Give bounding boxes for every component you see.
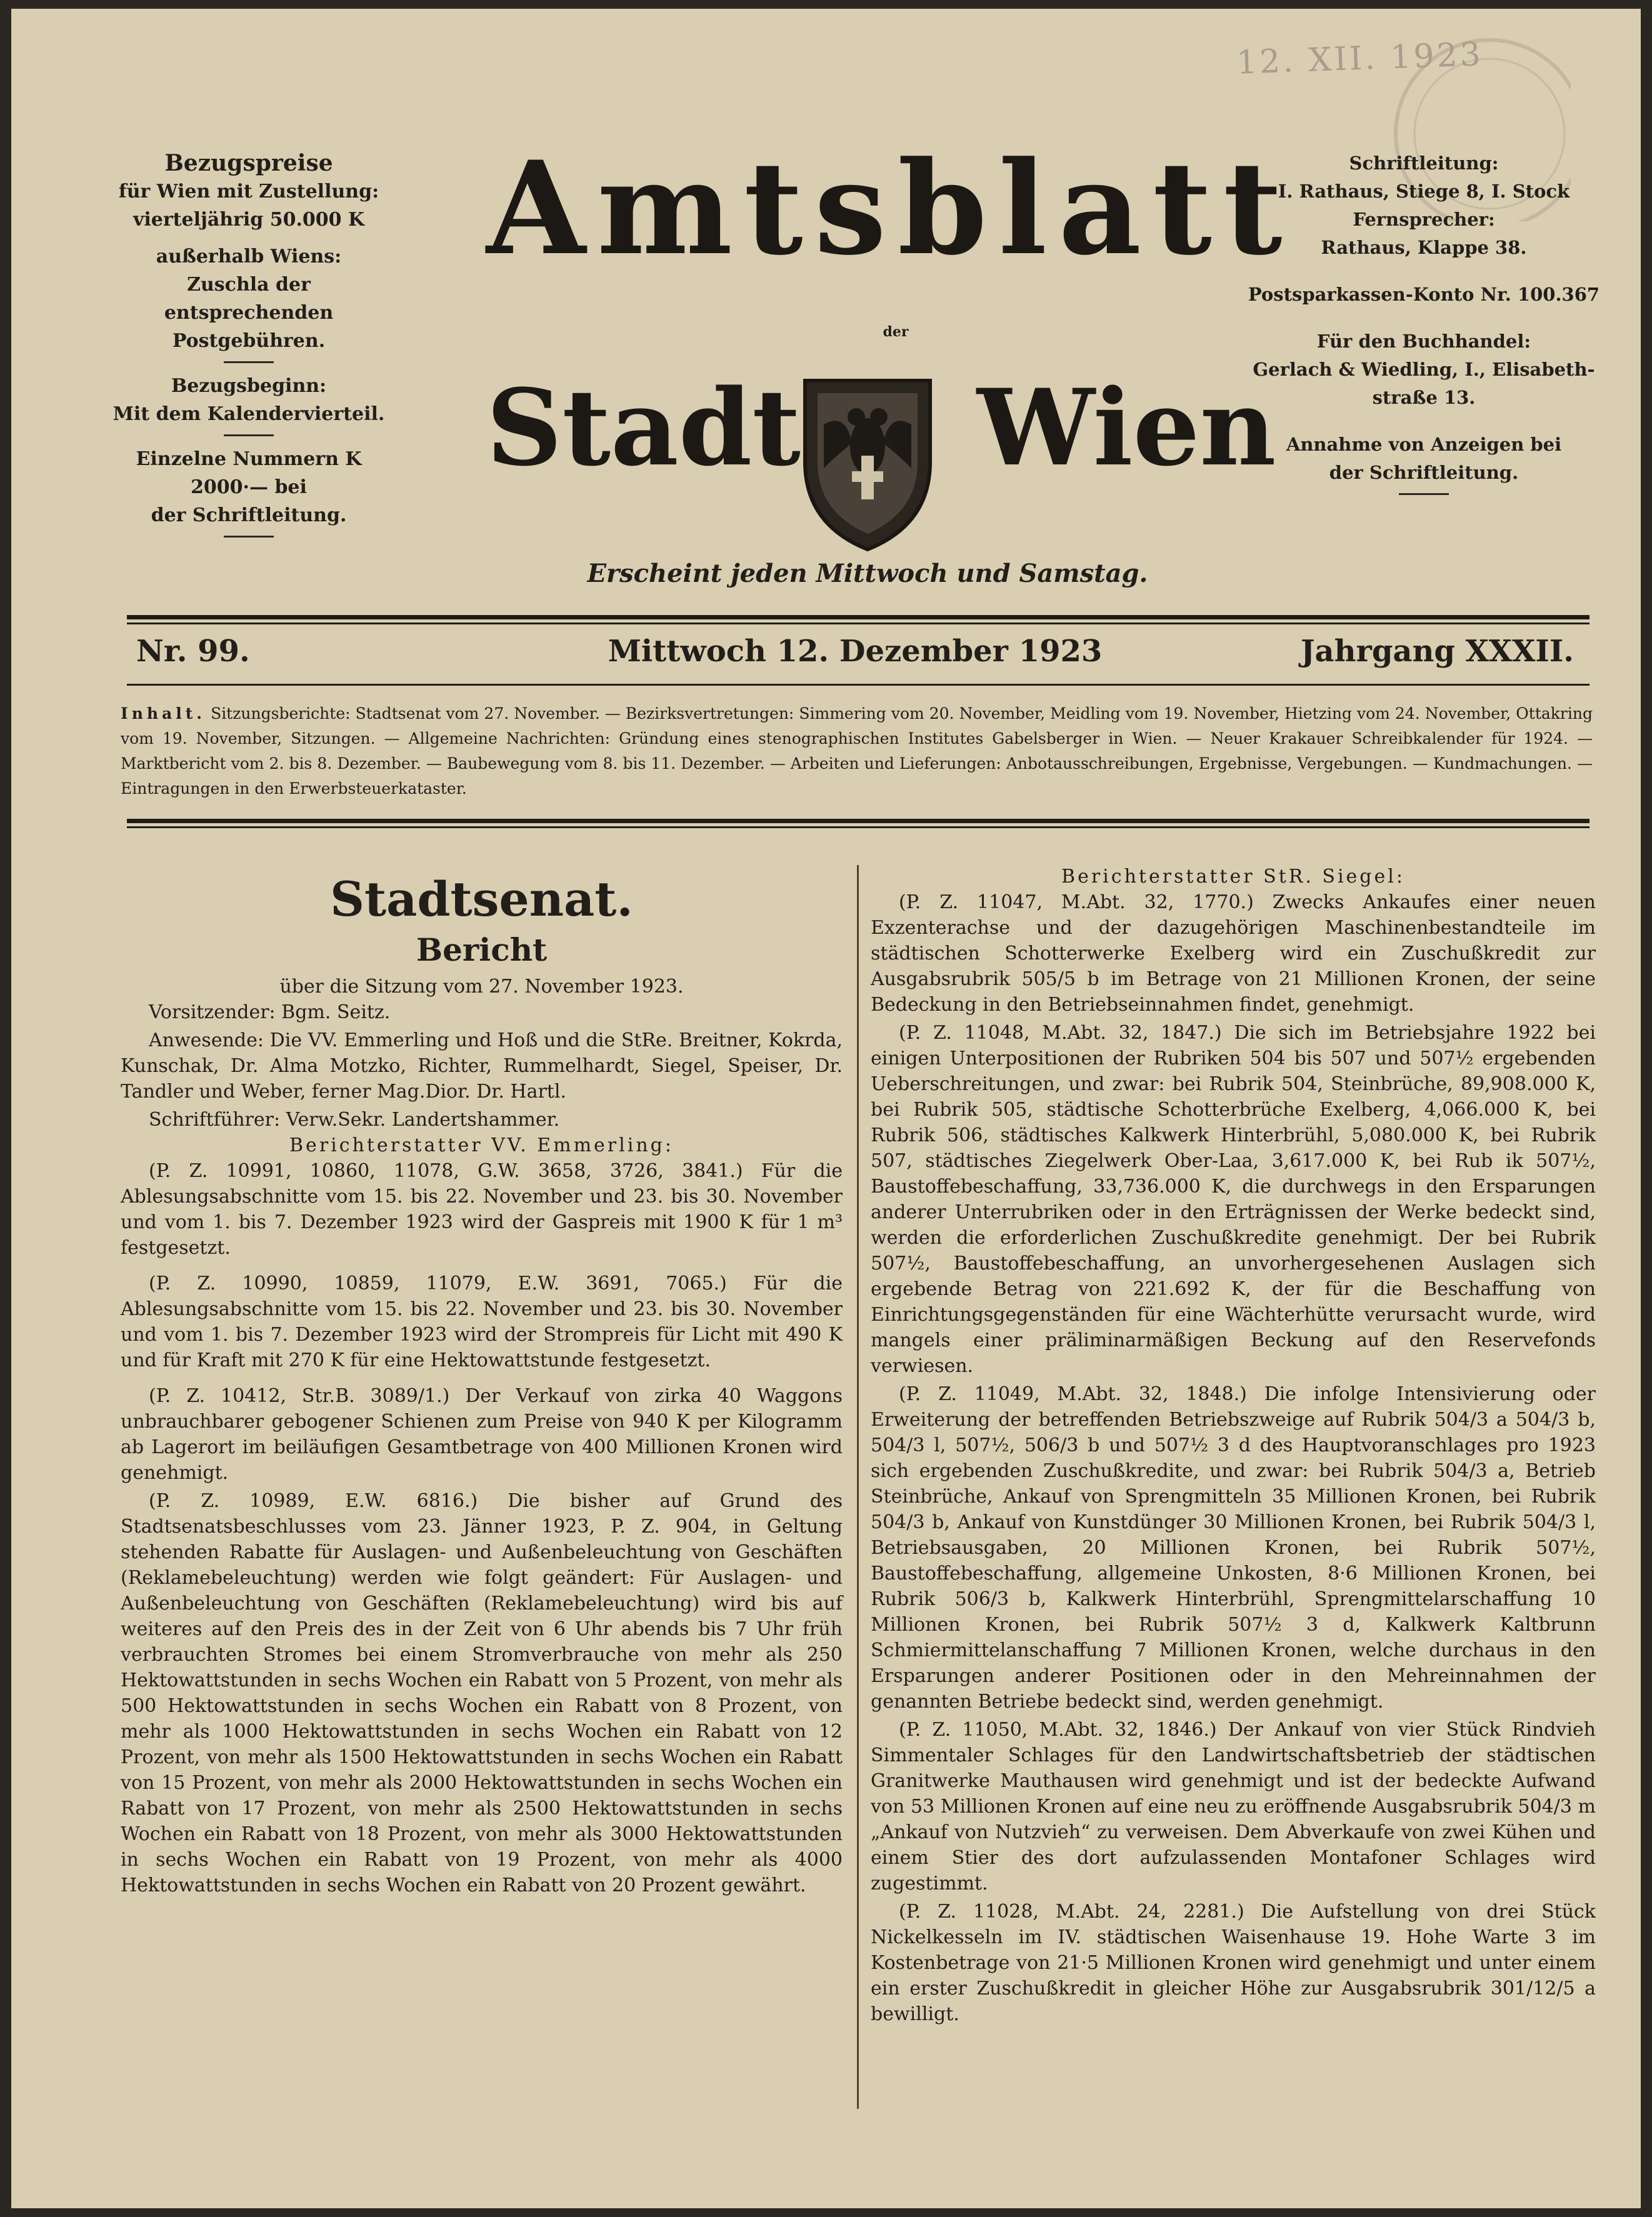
contents-rule (127, 826, 1589, 828)
header-rule (127, 623, 1589, 624)
publication-frequency: Erscheint jeden Mittwoch und Samstag. (587, 559, 1148, 588)
header-rule (127, 615, 1589, 619)
header-rule (127, 684, 1589, 686)
start-line: Bezugsbeginn: (171, 375, 327, 397)
subscription-info (111, 149, 386, 546)
phone-heading: Fernsprecher: (1353, 209, 1495, 230)
resolution-paragraph: (P. Z. 10412, Str.B. 3089/1.) Der Verkauf von zirka 40 Waggons unbrauchbarer gebogener Schienen zum Preise von 940 K per Kilogramm ab Lagerort im beiläufigen Gesamtbetrage von 400 Millionen Kronen wird genehmigt. (121, 1385, 843, 1484)
resolution-paragraph: (P. Z. 10989, E.W. 6816.) Die bisher auf Grund des Stadtsenatsbeschlusses vom 23. Jänner 1923, P. Z. 904, in Geltung stehenden Rabatte für Auslagen- und Außenbeleuchtung von Geschäften (Reklamebeleuchtung) werden wie folgt geändert: Für Auslagen- und Außenbeleuchtung von Geschäften (Reklamebeleuchtung) wird bis auf weiteres auf den Preis des in der Zeit von 6 Uhr abends bis 7 Uhr früh verbrauchten Stromes bei einem Stromverbrauche von mehr als 250 Hektowattstunden in sechs Wochen ein Rabatt von 5 Prozent, von mehr als 500 Hektowattstunden in sechs Wochen ein Rabatt von 8 Prozent, von mehr als 1000 Hektowattstunden in sechs Wochen ein Rabatt von 12 Prozent, von mehr als 1500 Hektowattstunden in sechs Wochen ein Rabatt von 15 Prozent, von mehr als 2000 Hektowattstunden in sechs Wochen ein Rabatt von 17 Prozent, von mehr als 2500 Hektowattstunden in sechs Wochen ein Rabatt von 18 Prozent, von mehr als 3000 Hektowattstunden in sechs Wochen ein Rabatt von 19 Prozent, von mehr als 4000 Hektowattstunden in sechs Wochen ein Rabatt von 20 Prozent gewährt. (121, 1490, 843, 1896)
outside-line: außerhalb Wiens: (156, 246, 342, 268)
resolution-paragraph: (P. Z. 11049, M.Abt. 32, 1848.) Die infolge Intensivierung oder Erweiterung der betreffenden Betriebszweige auf Rubrik 504/3 a 504/3 b, 504/3 l, 507½, 506/3 b und 507½ 3 d des Hauptvoranschlages pro 1923 sich ergebenden Zuschußkredite, und zwar: bei Rubrik 504/3 a, Betrieb Steinbrüche, Ankauf von Sprengmitteln 35 Millionen Kronen, bei Rubrik 504/3 b, Ankauf von Kunstdünger 30 Millionen Kronen, bei Rubrik 504/3 l, Betriebsausgaben, 20 Millionen Kronen, bei Rubrik 507½, Baustoffebeschaffung, allgemeine Unkosten, 8·6 Millionen Kronen, bei Rubrik 506/3 b, Kalkwerk Hinterbrühl, Sprengmittelarschaffung 10 Millionen Kronen, bei Rubrik 507½ 3 d, Kalkwerk Kaltbrunn Schmiermittelanschaffung 7 Millionen Kronen, welche durchaus in den Ersparungen anderer Positionen oder in den Mehreinnahmen der genannten Betriebe bedeckt sind, werden genehmigt. (871, 1383, 1596, 1713)
issue-date: Mittwoch 12. Dezember 1923 (608, 634, 1103, 669)
masthead-der: der (883, 324, 909, 340)
prices-line: vierteljährig 50.000 K (133, 209, 365, 231)
resolution-paragraph: (P. Z. 11047, M.Abt. 32, 1770.) Zwecks Ankaufes einer neuen Exzenterachse und der dazugehörigen Maschinenbestandteile im städtischen Schotterwerke Exelberg wird ein Zuschußkredit zur Ausgabsrubrik 505/5 b im Betrage von 21 Millionen Kronen, der seine Bedeckung in den Betriebseinnahmen findet, genehmigt. (871, 891, 1596, 1016)
table-of-contents (121, 701, 1593, 801)
contents-rule (127, 819, 1589, 823)
present-paragraph: Anwesende: Die VV. Emmerling und Hoß und die StRe. Breitner, Kokrda, Kunschak, Dr. Alma Motzko, Richter, Rummelhardt, Siegel, Speiser, Dr. Tandler und Weber, ferner Mag.Dior. Dr. Hartl. (121, 1029, 843, 1103)
prices-line: für Wien mit Zustellung: (118, 181, 379, 203)
phone-line: Rathaus, Klappe 38. (1321, 237, 1527, 258)
newspaper-page (11, 9, 1641, 2208)
outside-line: Postgebühren. (172, 330, 326, 352)
start-line: Mit dem Kalendervierteil. (113, 403, 385, 425)
divider (224, 536, 274, 538)
resolution-paragraph: (P. Z. 11028, M.Abt. 24, 2281.) Die Aufstellung von drei Stück Nickelkesseln im IV. städtischen Waisenhause 19. Hohe Warte 3 im Kostenbetrage von 21·5 Millionen Kronen wird genehmigt und unter einem ein erster Zuschußkredit in gleicher Höhe zur Ausgabsrubrik 301/12/5 a bewilligt. (871, 1901, 1596, 2025)
vienna-coat-of-arms-icon (786, 368, 949, 556)
single-copy-line: Einzelne Nummern K 2000·— bei (136, 448, 362, 498)
issue-number: Nr. 99. (136, 634, 250, 669)
book-line: Gerlach & Wiedling, I., Elisabeth- (1253, 359, 1595, 380)
editor-heading: Schriftleitung: (1349, 153, 1499, 174)
postal-account: Postsparkassen-Konto Nr. 100.367 (1248, 284, 1600, 305)
resolution-paragraph: (P. Z. 10990, 10859, 11079, E.W. 3691, 7065.) Für die Ablesungsabschnitte vom 15. bis 22. November und 23. bis 30. November und vom 1. bis 7. Dezember 1923 wird der Strompreis für Licht mit 490 K und für Kraft mit 270 K für eine Hektowattstunde festgesetzt. (121, 1273, 843, 1371)
reporter-heading: Berichterstatter StR. Siegel: (1061, 866, 1405, 888)
divider (1399, 493, 1449, 495)
contents-text: Sitzungsberichte: Stadtsenat vom 27. November. — Bezirksvertretungen: Simmering vom 20. November, Meidling vom 19. November, Hietzing vom 24. November, Ottakring vom 19. November, Sitzungen. — Allgemeine Nachrichten: Gründung eines stenographischen Institutes Gabelsberger in Wien. — Neuer Krakauer Schreibkalender für 1924. — Marktbericht vom 2. bis 8. Dezember. — Baubewegung vom 8. bis 11. Dezember. — Arbeiten und Lieferungen: Anbotausschreibungen, Ergebnisse, Vergebungen. — Kundmachungen. — Eintragungen in den Erwerbsteuerkataster. (121, 704, 1593, 798)
divider (224, 434, 274, 436)
article-heading: Stadtsenat. (330, 871, 633, 927)
book-line: straße 13. (1372, 387, 1476, 408)
article-subheading: Bericht (416, 931, 548, 968)
chair-line: Vorsitzender: Bgm. Seitz. (149, 1001, 391, 1023)
issue-volume: Jahrgang XXXII. (1300, 634, 1574, 669)
editor-address: I. Rathaus, Stiege 8, I. Stock (1278, 181, 1570, 202)
masthead-stadt: Stadt (486, 366, 801, 489)
outside-line: Zuschla der entsprechenden (164, 274, 334, 324)
ads-line: Annahme von Anzeigen bei (1286, 434, 1562, 455)
resolution-paragraph: (P. Z. 10991, 10860, 11078, G.W. 3658, 3726, 3841.) Für die Ablesungsabschnitte vom 15. bis 22. November und 23. bis 30. November und vom 1. bis 7. Dezember 1923 wird der Gaspreis mit 1900 K für 1 m³ festgesetzt. (121, 1160, 843, 1259)
session-line: über die Sitzung vom 27. November 1923. (279, 976, 684, 998)
masthead-wien: Wien (977, 366, 1276, 489)
prices-heading: Bezugspreise (164, 150, 333, 176)
masthead-title: Amtsblatt (486, 134, 1294, 284)
column-divider (857, 865, 859, 2109)
editorial-info (1236, 149, 1611, 504)
book-heading: Für den Buchhandel: (1316, 331, 1531, 352)
reporter-heading: Berichterstatter VV. Emmerling: (289, 1134, 674, 1156)
article-right-column (871, 864, 1596, 2027)
secretary-line: Schriftführer: Verw.Sekr. Landertshammer. (149, 1109, 560, 1131)
single-copy-line: der Schriftleitung. (151, 504, 347, 526)
resolution-paragraph: (P. Z. 11050, M.Abt. 32, 1846.) Der Ankauf von vier Stück Rindvieh Simmentaler Schlages für den Landwirtschaftsbetrieb der städtischen Granitwerke Mauthausen wird genehmigt und ist der bedeckte Aufwand von 53 Millionen Kronen auf eine neu zu eröffnende Ausgabsrubrik 504/3 m „Ankauf von Nutzvieh“ zu verweisen. Dem Abverkaufe von zwei Kühen und einem Stier des dort aufzulassenden Montafoner Schlages wird zugestimmt. (871, 1719, 1596, 1894)
stamp-date: 12. XII. 1923 (1236, 36, 1484, 82)
contents-label: Inhalt. (121, 704, 206, 723)
resolution-paragraph: (P. Z. 11048, M.Abt. 32, 1847.) Die sich im Betriebsjahre 1922 bei einigen Unterpositionen der Rubriken 504 bis 507 und 507½ ergebenden Ueberschreitungen, und zwar: bei Rubrik 504, Steinbrüche, 89,908.000 K, bei Rubrik 505, städtische Schotterbrüche Exelberg, 4,066.000 K, bei Rubrik 506, städtisches Kalkwerk Hinterbrühl, 5,080.000 K, bei Rubrik 507, städtisches Ziegelwerk Ober-Laa, 3,617.000 K, bei Rub ik 507½, Baustoffebeschaffung, 33,736.000 K, die durchwegs in den Ersparungen anderer Unterrubriken oder in den Erträgnissen der Werke bedeckt sind, werden die erforderlichen Zuschußkredite genehmigt. Der bei Rubrik 507½, Baustoffebeschaffung, an unvorhergesehenen Auslagen sich ergebende Betrag von 221.692 K, der für die Beschaffung von Einrichtungsgegenständen für eine Wächterhütte verursacht wurde, wird mangels einer präliminarmäßigen Beckung auf den Reservefonds verwiesen. (871, 1022, 1596, 1377)
divider (224, 361, 274, 363)
ads-line: der Schriftleitung. (1329, 462, 1519, 483)
article-left-column (121, 871, 843, 1898)
